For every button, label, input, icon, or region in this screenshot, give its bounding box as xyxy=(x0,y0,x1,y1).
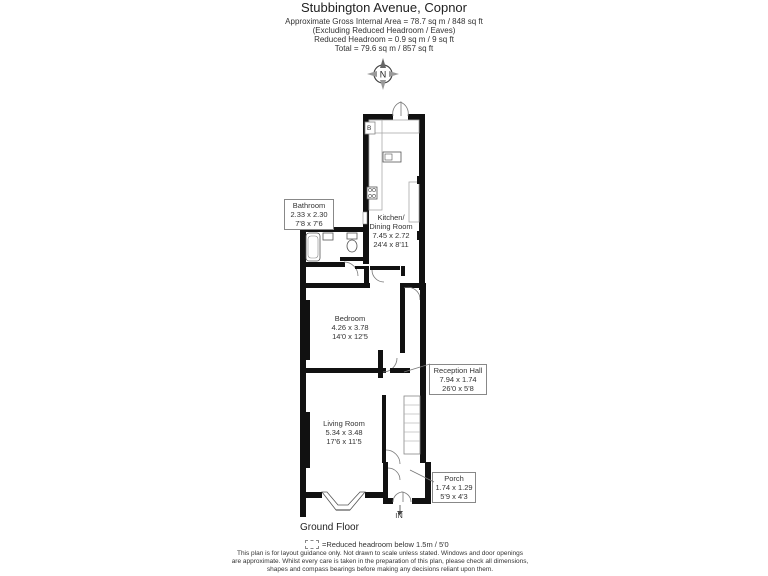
room-reception-hall-label: Reception Hall 7.94 x 1.74 26'0 x 5'8 xyxy=(429,364,487,395)
boiler-marker: B xyxy=(367,125,372,132)
room-bedroom-label: Bedroom 4.26 x 3.78 14'0 x 12'5 xyxy=(331,314,369,341)
reduced-headroom-swatch xyxy=(305,540,319,549)
total-area-line: Total = 79.6 sq m / 857 sq ft xyxy=(334,44,434,53)
compass-icon xyxy=(367,58,399,90)
plan-title: Stubbington Avenue, Copnor xyxy=(300,0,467,15)
room-living-room-label: Living Room 5.34 x 3.48 17'6 x 11'5 xyxy=(323,419,365,446)
kitchen-walls xyxy=(363,102,425,290)
bay-window xyxy=(300,492,387,510)
reception-hall-leader xyxy=(400,360,432,374)
room-kitchen-label: Kitchen/ Dining Room 7.45 x 2.72 24'4 x 8'11 xyxy=(369,213,413,249)
legend-text: =Reduced headroom below 1.5m / 5'0 xyxy=(322,540,449,549)
room-bathroom-label: Bathroom 2.33 x 2.30 7'8 x 7'6 xyxy=(284,199,334,230)
disclaimer: This plan is for layout guidance only. Not drawn to scale unless stated. Windows and door openings are approximate. Whilst every care is taken in the preparation of this plan, please check all dimensions, shapes and compass bearings before making any decisions reliant upon them. xyxy=(231,550,529,573)
entrance-marker: IN xyxy=(395,511,403,520)
porch-leader xyxy=(408,466,436,486)
excluding-line: (Excluding Reduced Headroom / Eaves) xyxy=(312,26,456,35)
legend xyxy=(305,540,449,549)
compass-n-label: N xyxy=(379,69,387,80)
floor-label: Ground Floor xyxy=(300,522,359,533)
gross-area-line: Approximate Gross Internal Area = 78.7 sq m / 848 sq ft xyxy=(285,17,483,26)
reduced-headroom-line: Reduced Headroom = 0.9 sq m / 9 sq ft xyxy=(314,35,454,44)
room-porch-label: Porch 1.74 x 1.29 5'9 x 4'3 xyxy=(432,472,476,503)
